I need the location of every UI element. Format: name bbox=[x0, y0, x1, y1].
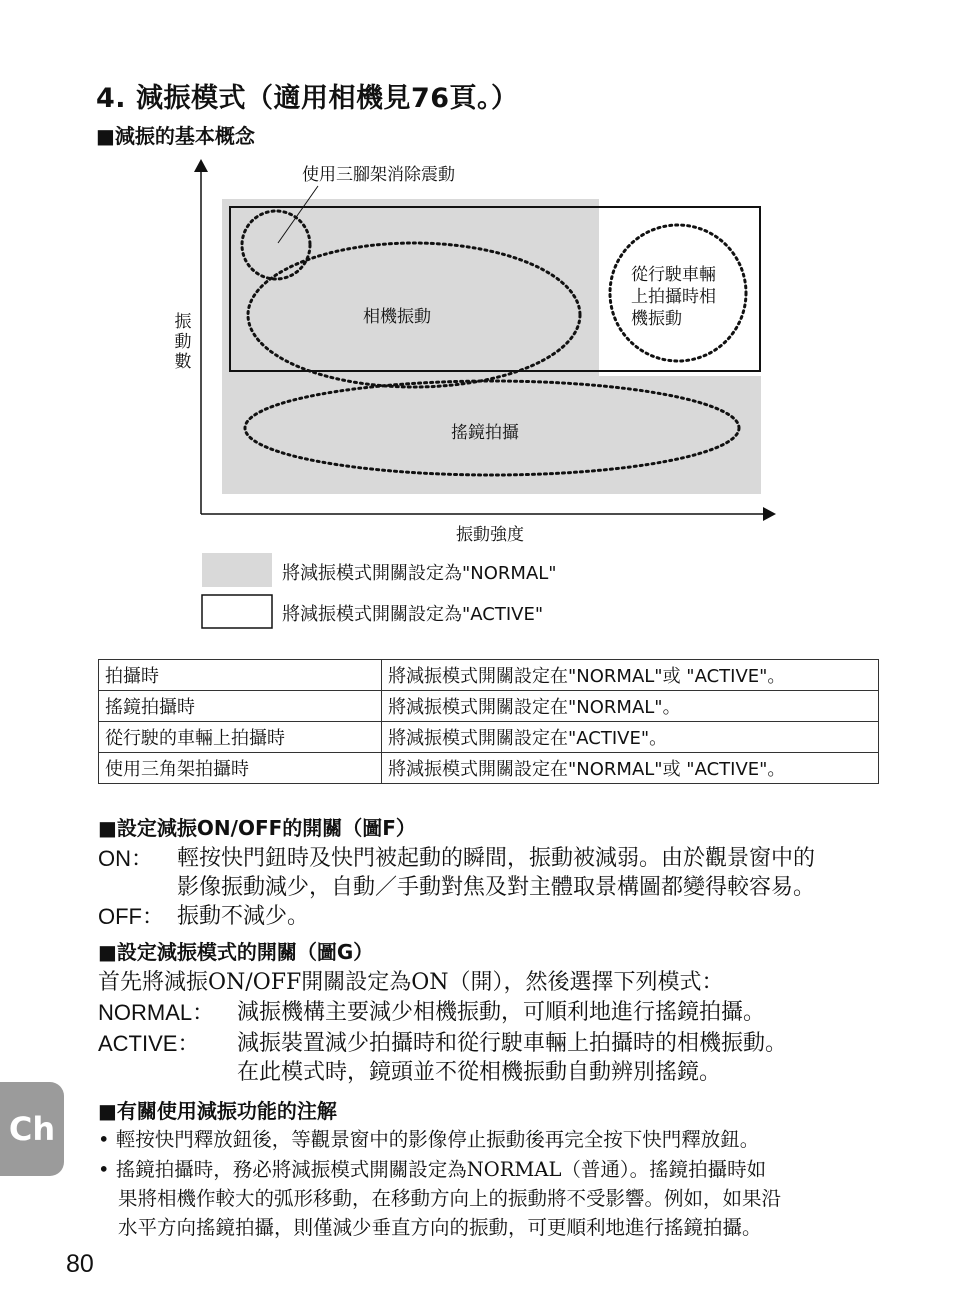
vehicle-label-line: 上拍攝時相 bbox=[631, 287, 716, 307]
normal-mode-label: NORMAL： bbox=[98, 1000, 215, 1025]
legend-normal-text: 將減振模式開關設定為"NORMAL" bbox=[282, 563, 557, 584]
notes-heading: ■有關使用減振功能的注解 bbox=[98, 1099, 337, 1123]
on-text-line2: 影像振動減少，自動／手動對焦及對主體取景構圖都變得較容易。 bbox=[177, 875, 816, 900]
table-cell-situation: 從行駛的車輛上拍攝時 bbox=[99, 722, 382, 753]
mode-settings-table bbox=[98, 659, 879, 784]
y-axis-label bbox=[173, 312, 193, 372]
y-axis-label-char: 動 bbox=[174, 332, 192, 352]
table-cell-setting: 將減振模式開關設定在"NORMAL"。 bbox=[382, 691, 879, 722]
legend-active-swatch bbox=[202, 595, 272, 628]
off-text: 振動不減少。 bbox=[177, 904, 310, 929]
table-cell-situation: 搖鏡拍攝時 bbox=[99, 691, 382, 722]
page-number: 80 bbox=[66, 1250, 94, 1278]
note-bullet-2-line1: • 搖鏡拍攝時，務必將減振模式開關設定為NORMAL（普通）。搖鏡拍攝時如 bbox=[98, 1158, 767, 1181]
vehicle-label-line: 機振動 bbox=[631, 309, 682, 329]
note-bullet-1: • 輕按快門釋放鈕後，等觀景窗中的影像停止振動後再完全按下快門釋放鈕。 bbox=[98, 1128, 760, 1151]
vehicle-label bbox=[631, 264, 716, 330]
onoff-heading: ■設定減振ON/OFF的開關（圖F） bbox=[98, 816, 416, 840]
tripod-label: 使用三腳架消除震動 bbox=[302, 165, 455, 185]
mode-switch-heading: ■設定減振模式的開關（圖G） bbox=[98, 940, 374, 964]
table-row bbox=[99, 660, 879, 691]
x-axis-arrow bbox=[763, 507, 776, 521]
panning-label: 搖鏡拍攝 bbox=[451, 423, 519, 443]
active-mode-text-line2: 在此模式時，鏡頭並不從相機振動自動辨別搖鏡。 bbox=[237, 1060, 722, 1085]
y-axis-label-char: 振 bbox=[174, 312, 192, 332]
table-row bbox=[99, 691, 879, 722]
subsection-concept-heading: ■減振的基本概念 bbox=[96, 124, 255, 148]
active-mode-label: ACTIVE： bbox=[98, 1031, 200, 1056]
table-cell-setting: 將減振模式開關設定在"ACTIVE"。 bbox=[382, 722, 879, 753]
table-cell-setting: 將減振模式開關設定在"NORMAL"或 "ACTIVE"。 bbox=[382, 660, 879, 691]
off-label: OFF： bbox=[98, 904, 164, 929]
table-cell-situation: 使用三角架拍攝時 bbox=[99, 753, 382, 784]
normal-mode-text: 減振機構主要減少相機振動，可順利地進行搖鏡拍攝。 bbox=[237, 1000, 766, 1025]
legend-active-text: 將減振模式開關設定為"ACTIVE" bbox=[282, 604, 544, 625]
y-axis-arrow bbox=[194, 159, 208, 172]
table-row bbox=[99, 722, 879, 753]
language-side-tab: Ch bbox=[0, 1082, 64, 1176]
camera-shake-label: 相機振動 bbox=[363, 307, 431, 327]
on-text-line1: 輕按快門鈕時及快門被起動的瞬間，振動被減弱。由於觀景窗中的 bbox=[177, 846, 816, 871]
note-bullet-2-line3: 水平方向搖鏡拍攝，則僅減少垂直方向的振動，可更順利地進行搖鏡拍攝。 bbox=[118, 1216, 762, 1239]
y-axis-label-char: 數 bbox=[174, 352, 192, 372]
table-row bbox=[99, 753, 879, 784]
section-title: 4. 減振模式（適用相機見76頁。） bbox=[96, 83, 519, 114]
note-bullet-2-line2: 果將相機作較大的弧形移動，在移動方向上的振動將不受影響。例如，如果沿 bbox=[118, 1187, 782, 1210]
legend-normal-swatch bbox=[202, 553, 272, 587]
table-cell-setting: 將減振模式開關設定在"NORMAL"或 "ACTIVE"。 bbox=[382, 753, 879, 784]
on-label: ON： bbox=[98, 846, 154, 871]
mode-switch-intro: 首先將減振ON/OFF開關設定為ON（開），然後選擇下列模式： bbox=[98, 970, 724, 995]
vehicle-label-line: 從行駛車輛 bbox=[631, 265, 716, 285]
x-axis-label: 振動強度 bbox=[456, 525, 524, 545]
table-cell-situation: 拍攝時 bbox=[99, 660, 382, 691]
active-mode-text-line1: 減振裝置減少拍攝時和從行駛車輛上拍攝時的相機振動。 bbox=[237, 1031, 788, 1056]
